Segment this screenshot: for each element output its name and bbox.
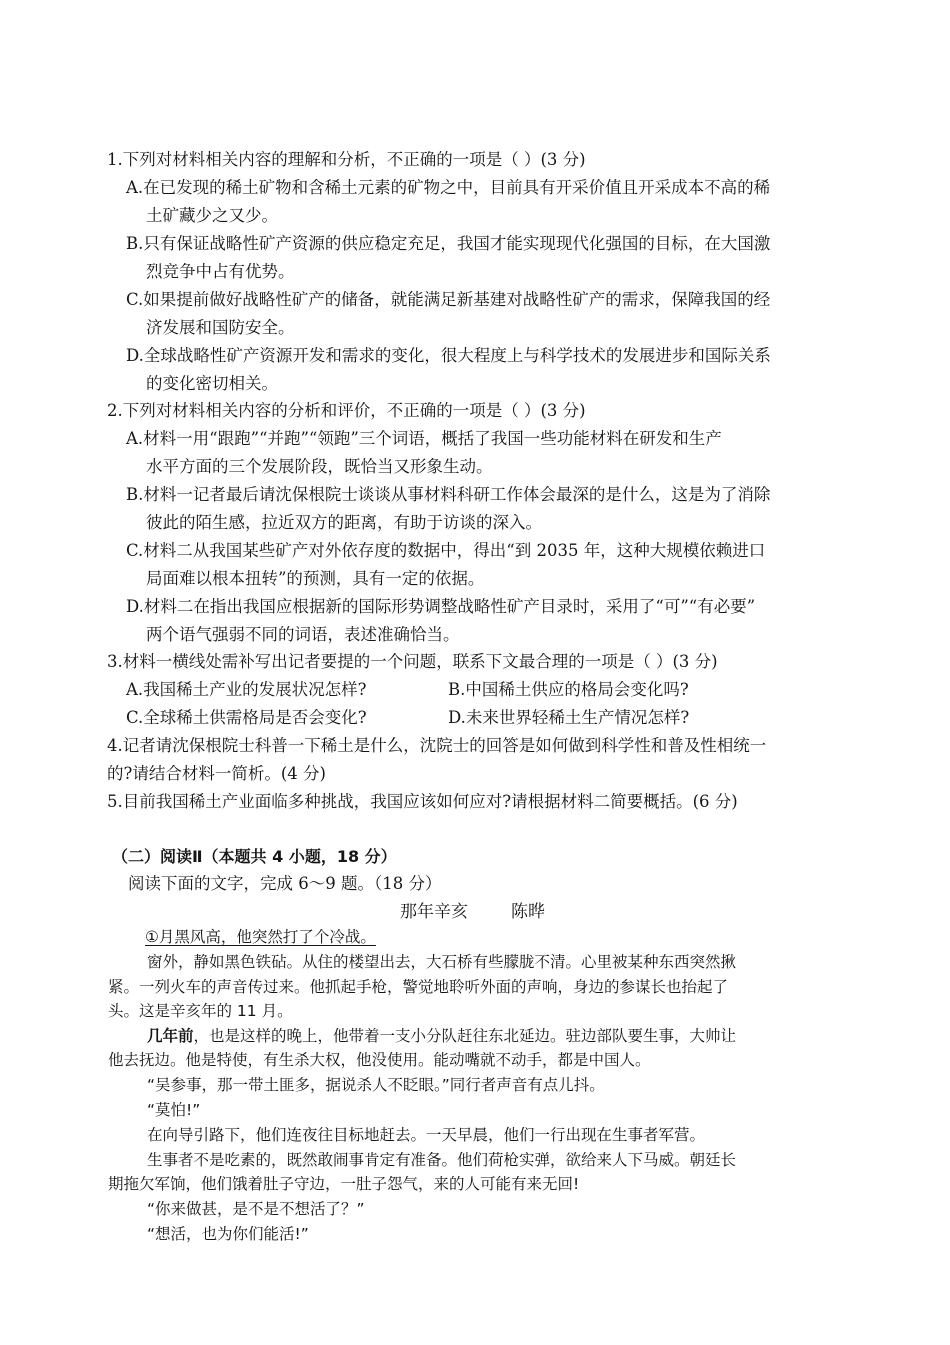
question-2-option-b-cont: 彼此的陌生感，拉近双方的距离，有助于访谈的深入。: [146, 513, 542, 532]
story-paragraph-3: [147, 1026, 736, 1046]
question-1-option-c: C.如果提前做好战略性矿产的储备，就能满足新基建对战略性矿产的需求，保障我国的经: [126, 290, 771, 309]
question-2-option-c: C.材料二从我国某些矿产对外依存度的数据中，得出“到 2035 年，这种大规模依赖进口: [126, 541, 766, 560]
question-1-option-d: D.全球战略性矿产资源开发和需求的变化，很大程度上与科学技术的发展进步和国际关系: [126, 346, 771, 365]
story-paragraph-8: “你来做甚，是不是不想活了？”: [147, 1200, 365, 1218]
story-paragraph-3-lead: 几年前: [147, 1027, 194, 1045]
question-2-stem: 2.下列对材料相关内容的分析和评价，不正确的一项是（ ）(3 分): [107, 401, 586, 420]
question-1-option-c-cont: 济发展和国防安全。: [146, 318, 295, 337]
question-3-option-d: D.未来世界轻稀土生产情况怎样?: [448, 708, 690, 727]
story-paragraph-2: 窗外，静如黑色铁砧。从住的楼望出去，大石桥有些朦胧不清。心里被某种东西突然揪: [147, 953, 737, 971]
question-1-option-b: B.只有保证战略性矿产资源的供应稳定充足，我国才能实现现代化强国的目标，在大国激: [126, 234, 771, 253]
story-paragraph-1: ①月黑风高，他突然打了个冷战。: [145, 928, 376, 946]
question-3-option-b: B.中国稀土供应的格局会变化吗?: [448, 680, 689, 699]
question-1-option-b-cont: 烈竞争中占有优势。: [146, 262, 295, 281]
question-2-option-c-cont: 局面难以根本扭转”的预测，具有一定的依据。: [146, 569, 485, 588]
question-1-option-d-cont: 的变化密切相关。: [146, 374, 278, 393]
story-paragraph-2-cont-2: 头。这是辛亥年的 11 月。: [108, 1002, 293, 1020]
question-2-option-b: B.材料一记者最后请沈保根院士谈谈从事材料科研工作体会最深的是什么，这是为了消除: [126, 485, 771, 504]
story-paragraph-3-cont: 他去抚边。他是特使，有生杀大权，他没使用。能动嘴就不动手，都是中国人。: [108, 1051, 651, 1069]
story-paragraph-9: “想活，也为你们能活!”: [147, 1225, 309, 1243]
story-paragraph-7-cont: 期拖欠军饷，他们饿着肚子守边，一肚子怨气，来的人可能有来无回!: [108, 1175, 580, 1193]
question-4-line-2: 的?请结合材料一简析。(4 分): [107, 764, 326, 783]
question-3-option-a: A.我国稀土产业的发展状况怎样?: [126, 680, 367, 699]
story-paragraph-4: “吴参事，那一带土匪多，据说杀人不眨眼。”同行者声音有点儿抖。: [147, 1076, 605, 1094]
story-paragraph-7: 生事者不是吃素的，既然敢闹事肯定有准备。他们荷枪实弹，欲给来人下马威。朝廷长: [147, 1151, 737, 1169]
question-5-line-1: 5.目前我国稀土产业面临多种挑战，我国应该如何应对?请根据材料二简要概括。(6 分): [107, 792, 738, 811]
section-2-title: （二）阅读Ⅱ（本题共 4 小题，18 分）: [112, 847, 397, 866]
question-2-option-a: A.材料一用“跟跑”“并跑”“领跑”三个词语，概括了我国一些功能材料在研发和生产: [126, 429, 722, 448]
story-paragraph-3-text: ，也是这样的晚上，他带着一支小分队赶往东北延边。驻边部队要生事，大帅让: [193, 1027, 737, 1045]
question-1-option-a: A.在已发现的稀土矿物和含稀土元素的矿物之中，目前具有开采价值且开采成本不高的稀: [126, 178, 771, 197]
section-2-instruction: 阅读下面的文字，完成 6～9 题。（18 分）: [128, 874, 442, 893]
story-paragraph-6: 在向导引路下，他们连夜往目标地赶去。一天早晨，他们一行出现在生事者军营。: [147, 1126, 706, 1144]
question-3-stem: 3.材料一横线处需补写出记者要提的一个问题，联系下文最合理的一项是（ ）(3 分): [107, 652, 718, 671]
story-paragraph-5: “莫怕!”: [147, 1101, 201, 1119]
story-paragraph-2-cont-1: 紧。一列火车的声音传过来。他抓起手枪，警觉地聆听外面的声响，身边的参谋长也抬起了: [108, 978, 729, 996]
question-3-option-c: C.全球稀土供需格局是否会变化?: [126, 708, 367, 727]
story-author: 陈晔: [511, 902, 545, 922]
question-2-option-a-cont: 水平方面的三个发展阶段，既恰当又形象生动。: [146, 457, 493, 476]
question-2-option-d-cont: 两个语气强弱不同的词语，表述准确恰当。: [146, 625, 460, 644]
story-title: 那年辛亥: [400, 902, 468, 922]
question-1-stem: 1.下列对材料相关内容的理解和分析，不正确的一项是（ ）(3 分): [107, 150, 586, 169]
question-4-line-1: 4.记者请沈保根院士科普一下稀土是什么，沈院士的回答是如何做到科学性和普及性相统一: [107, 736, 767, 755]
question-2-option-d: D.材料二在指出我国应根据新的国际形势调整战略性矿产目录时，采用了“可”“有必要”: [126, 597, 756, 616]
question-1-option-a-cont: 土矿藏少之又少。: [146, 206, 278, 225]
